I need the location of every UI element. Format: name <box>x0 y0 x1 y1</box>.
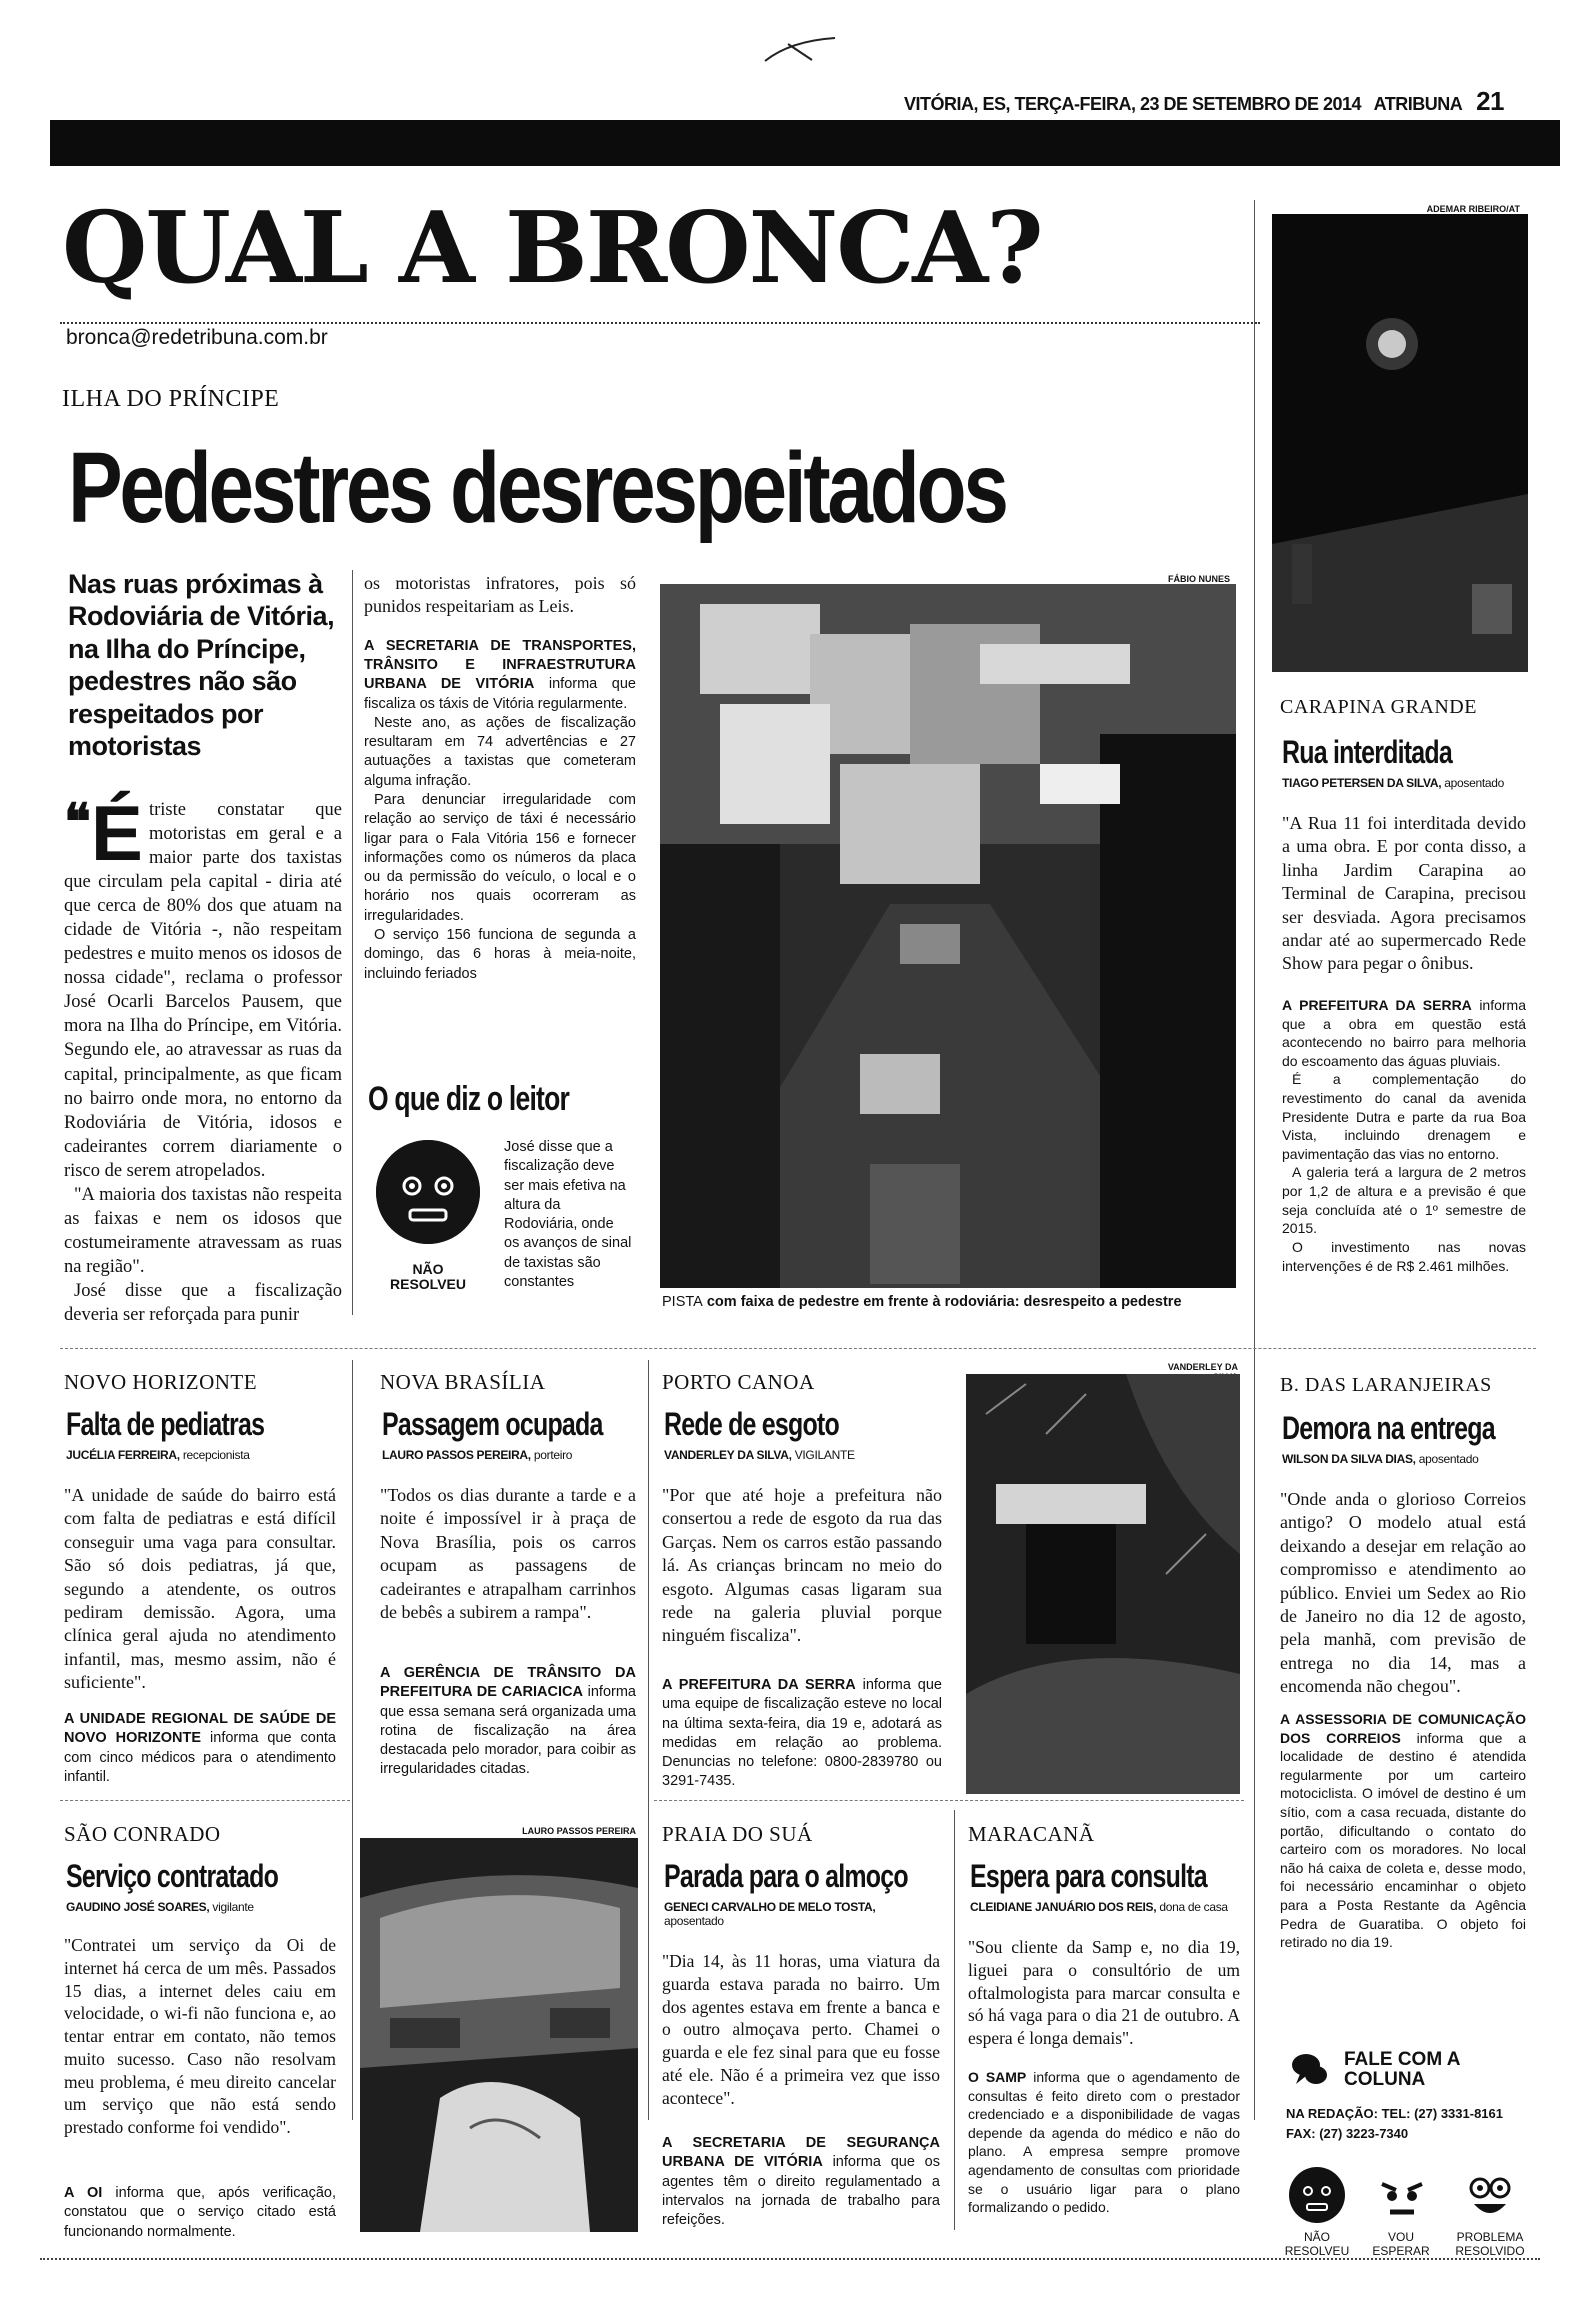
header-bar <box>50 120 1560 166</box>
response-lead: A PREFEITURA DA SERRA <box>1282 997 1472 1013</box>
section-label: CARAPINA GRANDE <box>1280 696 1477 718</box>
byline <box>382 1448 572 1462</box>
main-text-3: José disse que a fiscalização deveria ser reforçada para punir <box>64 1280 342 1325</box>
story-text: "Todos os dias durante a tarde e a noite é impossível ir à praça de Nova Brasília, pois os carros ocupam as passagens de cadeirantes e atrapalham carrinhos de bebês a subirem a rampa". <box>380 1485 636 1622</box>
redacao-label: NA REDAÇÃO: <box>1286 2106 1378 2121</box>
photo-credit: LAURO PASSOS PEREIRA <box>522 1826 636 1836</box>
byline-role: aposentado <box>664 1914 724 1929</box>
section-label: MARACANÃ <box>968 1822 1095 1846</box>
section-label: B. DAS LARANJEIRAS <box>1280 1374 1492 1396</box>
divider <box>60 1800 350 1801</box>
byline-role: aposentado <box>1441 776 1505 790</box>
response-block <box>1280 1710 1526 1952</box>
byline-name: WILSON DA SILVA DIAS, <box>1282 1452 1416 1466</box>
response-lead: A UNIDADE REGIONAL DE SAÚDE DE NOVO HORIZONTE <box>64 1711 336 1747</box>
byline <box>664 1900 934 1929</box>
dateline: VITÓRIA, ES, TERÇA-FEIRA, 23 DE SETEMBRO DE 2014 <box>903 94 1362 114</box>
response-text: informa que conta com cinco médicos para o atendimento infantil. <box>64 1730 336 1785</box>
byline-name: VANDERLEY DA SILVA, <box>664 1448 792 1462</box>
section-label: SÃO CONRADO <box>64 1822 221 1846</box>
story-text: "Onde anda o glorioso Correios antigo? O modelo atual está deixando a desejar em relação ao compromisso e atendimento ao público. Enviei um Sedex ao Rio de Janeiro no dia 12 de agosto, pela manhã, com previsão de entrega no dia 14, mas a encomenda não chegou". <box>1280 1489 1526 1697</box>
response-text: informa que essa semana será organizada uma rotina de fiscalização na área destacada pelo morador, para coibir as irregularidades citadas. <box>380 1684 636 1778</box>
reader-text: José disse que a fiscalização deve ser mais efetiva na altura da Rodoviária, onde os avanços de sinal de taxistas são constantes <box>504 1139 632 1290</box>
photo-credit: ADEMAR RIBEIRO/AT <box>1426 204 1520 214</box>
parking-photo <box>360 1838 638 2232</box>
byline <box>66 1900 254 1914</box>
story-text: "Sou cliente da Samp e, no dia 19, liguei para o consultório de um oftalmologista para marcar consulta e só há vaga para o dia 21 de outubro. A espera é longa demais". <box>968 1937 1240 2048</box>
headline: Parada para o almoço <box>664 1858 908 1894</box>
response-lead: A PREFEITURA DA SERRA <box>662 1677 856 1693</box>
page-header <box>904 86 1504 117</box>
section-label: ILHA DO PRÍNCIPE <box>62 386 280 412</box>
byline <box>664 1448 855 1462</box>
response-lead: A SECRETARIA DE TRANSPORTES, TRÂNSITO E INFRAESTRUTURA URBANA DE VITÓRIA <box>364 637 636 693</box>
main-column-2 <box>364 572 636 984</box>
headline: Passagem ocupada <box>382 1406 603 1442</box>
section-label: NOVA BRASÍLIA <box>380 1370 546 1394</box>
column-rule <box>954 1810 955 2230</box>
byline <box>66 1448 250 1462</box>
response-text: informa que, após verificação, constatou que o serviço citado está funcionando normalmente. <box>64 2185 336 2240</box>
response-paragraph <box>364 637 636 714</box>
photo-credit: VANDERLEY DA <box>1167 1362 1238 1372</box>
page-number: 21 <box>1476 86 1504 116</box>
contact-info <box>1286 2104 1503 2143</box>
response-text: informa que fiscaliza os táxis de Vitória regularmente. <box>364 676 636 712</box>
byline-role: dona de casa <box>1156 1900 1228 1914</box>
headline: Serviço contratado <box>66 1858 279 1894</box>
story-text: "A Rua 11 foi interditada devido a uma obra. E por conta disso, a linha Jardim Carapina ao Terminal de Carapina, precisou ser desviada. Agora precisamos andar até ao supermercado Rede Show para pegar o ônibus. <box>1282 813 1526 974</box>
reader-status: NÃO RESOLVEU <box>390 1261 466 1293</box>
headline: Rede de esgoto <box>664 1406 839 1442</box>
caption-text: com faixa de pedestre em frente à rodoviária: desrespeito a pedestre <box>702 1294 1182 1310</box>
response-text-2: É a complementação do revestimento do canal da avenida Presidente Dutra e parte da rua Boa Vista, incluindo drenagem e pavimentação das vias no entorno. <box>1282 1071 1526 1162</box>
response-block <box>1282 996 1526 1275</box>
headline: Demora na entrega <box>1282 1410 1495 1446</box>
response-text-4: O investimento nas novas intervenções é de R$ 2.461 milhões. <box>1282 1238 1526 1274</box>
story-text: "Dia 14, às 11 horas, uma viatura da guarda estava parada no bairro. Um dos agentes estava em frente a banca e o outro almoçava perto. Chamei o guarda e ele fez sinal para que eu fosse até ele. Não é a primeira vez que isso acontece". <box>662 1951 940 2108</box>
response-lead: O SAMP <box>968 2069 1027 2085</box>
legend-not-resolved: NÃO RESOLVEU <box>1284 2230 1350 2259</box>
response-text-2: Neste ano, as ações de fiscalização resultaram em 74 advertências e 27 autuações a taxistas que cometeram alguma infração. <box>364 714 636 789</box>
sewage-photo <box>966 1374 1240 1794</box>
dropcap: É <box>90 789 143 877</box>
story-text: "Por que até hoje a prefeitura não consertou a rede de esgoto da rua das Garças. Nem os carros estão passando lá. As crianças brincam no meio do esgoto. Algumas casas ligaram sua rede na galeria pluvial porque ninguém fiscaliza". <box>662 1485 942 1646</box>
main-column-1 <box>64 789 342 1327</box>
legend-resolved: PROBLEMA RESOLVIDO <box>1455 2230 1525 2259</box>
speech-bubble-icon <box>1290 2050 1330 2090</box>
byline-name: CLEIDIANE JANUÁRIO DOS REIS, <box>970 1900 1157 1914</box>
byline-role: aposentado <box>1415 1452 1479 1466</box>
main-photo <box>660 584 1236 1288</box>
byline-role: vigilante <box>209 1900 254 1914</box>
byline-name: TIAGO PETERSEN DA SILVA, <box>1282 776 1442 790</box>
masthead: QUAL A BRONCA? <box>62 191 1042 306</box>
response-text: informa que uma equipe de fiscalização esteve no local na última sexta-feira, dia 19 e, adotará as medidas em relação ao problema. Denuncias no telefone: 0800-2839780 ou 3291-7435. <box>662 1677 942 1790</box>
headline: Rua interditada <box>1282 734 1452 770</box>
divider <box>60 322 1260 324</box>
byline <box>1282 776 1504 790</box>
divider <box>654 1800 1244 1801</box>
response-text-3: Para denunciar irregularidade com relação ao serviço de táxi é necessário ligar para o Fala Vitória 156 e fornecer informações como os números da placa ou da permissão do veículo, o local e o horário nos quais ocorreram as irregularidades. <box>364 792 636 924</box>
fax-number: FAX: (27) 3223-7340 <box>1286 2125 1409 2141</box>
byline-role: VIGILANTE <box>791 1448 855 1462</box>
reader-title: O que diz o leitor <box>368 1080 570 1118</box>
contact-title: FALE COM A COLUNA <box>1344 2049 1460 2090</box>
byline-role: recepcionista <box>179 1448 250 1462</box>
column-rule <box>352 570 353 1315</box>
photo-credit: FÁBIO NUNES <box>1167 574 1230 584</box>
carapina-photo <box>1272 214 1528 672</box>
response-block <box>64 2184 336 2242</box>
section-label: PRAIA DO SUÁ <box>662 1822 813 1846</box>
lead-text: Nas ruas próximas à Rodoviária de Vitória, na Ilha do Príncipe, pedestres não são respeitados por motoristas <box>68 569 335 761</box>
not-resolved-icon <box>376 1140 480 1244</box>
response-text: informa que os agentes têm o direito regulamentado a intervalos na jornada de trabalho para refeições. <box>662 2154 940 2229</box>
response-text-3: A galeria terá a largura de 2 metros por 1,2 de altura e a previsão é que seja concluída até o 1º semestre de 2015. <box>1282 1164 1526 1237</box>
response-text: informa que a localidade de destino é atendida regularmente por um carteiro motociclista. O imóvel de destino é um sítio, com a casa recuada, distante do portão, dificultando o contato do carteiro com os moradores. No local não há caixa de coleta e, desse modo, foi necessário encaminhar o objeto para a Posta Restante da Agência Pedra de Guaratiba. O objeto foi retirado no dia 19. <box>1280 1729 1527 1951</box>
response-block <box>662 2134 940 2230</box>
section-label: NOVO HORIZONTE <box>64 1370 258 1394</box>
headline: Espera para consulta <box>970 1858 1207 1894</box>
column-rule <box>1254 200 1255 2120</box>
response-block <box>968 2068 1240 2217</box>
handwritten-mark <box>760 36 840 66</box>
column-email[interactable]: bronca@redetribuna.com.br <box>66 326 328 349</box>
main-headline: Pedestres desrespeitados <box>68 432 1006 544</box>
column-rule <box>648 1360 649 2120</box>
story-text: "Contratei um serviço da Oi de internet há cerca de um mês. Passados 15 dias, a internet deles caiu em velocidade, o wi-fi não funciona e, ao tentar entrar em contato, não temos muito sucesso. Caso não resolvam meu problema, é meu direito cancelar um serviço que não está sendo prestado conforme foi vendido". <box>64 1935 336 2137</box>
response-text-4: O serviço 156 funciona de segunda a domingo, das 6 horas à meia-noite, incluindo feriados <box>364 927 636 982</box>
photo-caption <box>662 1294 1242 1310</box>
brand: ATRIBUNA <box>1373 94 1462 114</box>
status-legend <box>1282 2166 1532 2266</box>
byline-role: porteiro <box>530 1448 573 1462</box>
byline <box>970 1900 1228 1914</box>
response-block <box>380 1664 636 1780</box>
bottom-rule <box>40 2258 1540 2260</box>
divider <box>60 1348 1536 1349</box>
byline-name: GENECI CARVALHO DE MELO TOSTA, <box>664 1900 876 1914</box>
headline: Falta de pediatras <box>66 1406 265 1442</box>
phone-number[interactable]: TEL: (27) 3331-8161 <box>1381 2106 1503 2121</box>
response-lead: A ASSESSORIA DE COMUNICAÇÃO DOS CORREIOS <box>1280 1711 1526 1746</box>
byline-name: JUCÉLIA FERREIRA, <box>66 1448 180 1462</box>
resolved-icon <box>1462 2168 1518 2228</box>
byline-name: GAUDINO JOSÉ SOARES, <box>66 1900 210 1914</box>
byline-name: LAURO PASSOS PEREIRA, <box>382 1448 531 1462</box>
quote-icon: ❝ <box>64 794 91 850</box>
main-text-1: triste constatar que motoristas em geral e a maior parte dos taxistas que circulam pela capital - diria até que cerca de 80% dos que atuam na cidade de Vitória -, não respeitam pedestres e muito menos os idosos de nossa cidade", reclama o professor José Ocarli Barcelos Pausem, que mora na Ilha do Príncipe, em Vitória. Segundo ele, ao atravessar as ruas da capital, principalmente, as que ficam no bairro onde mora, no entorno da Rodoviária de Vitória, idosos e cadeirantes correm diariamente o risco de serem atropelados. <box>64 800 342 1181</box>
response-block <box>662 1676 942 1792</box>
section-label: PORTO CANOA <box>662 1370 815 1394</box>
main-text-2: "A maioria dos taxistas não respeita as faixas e nem os idosos que costumeiramente atravessam as ruas na região". <box>64 1184 342 1277</box>
caption-lead: PISTA <box>662 1294 703 1310</box>
main-text-4: os motoristas infratores, pois só punidos respeitariam as Leis. <box>364 573 636 617</box>
response-lead: A OI <box>64 2185 103 2201</box>
story-text: "A unidade de saúde do bairro está com falta de pediatras e está difícil conseguir uma vaga para consultar. São só dois pediatras, já que, segundo a atendente, os outros pediram demissão. Agora, uma clínica geral ajuda no atendimento infantil, mas, mesmo assim, não é suficiente". <box>64 1485 336 1693</box>
response-block <box>64 1710 336 1787</box>
not-resolved-icon <box>1288 2166 1346 2228</box>
legend-waiting: VOU ESPERAR <box>1372 2230 1430 2259</box>
byline <box>1282 1452 1478 1466</box>
response-text: informa que a obra em questão está acontecendo no bairro para melhoria do escoamento das águas pluviais. <box>1282 997 1526 1069</box>
response-lead: A SECRETARIA DE SEGURANÇA URBANA DE VITÓRIA <box>662 2135 940 2171</box>
response-lead: A GERÊNCIA DE TRÂNSITO DA PREFEITURA DE CARIACICA <box>380 1665 636 1701</box>
column-rule <box>352 1360 353 2120</box>
response-text: informa que o agendamento de consultas é feito direto com o prestador credenciado e a disponibilidade de vagas depende da agenda do médico e não do plano. A empresa sempre promove agendamento de consultas com prioridade se o usuário ligar para o plano formalizando o pedido. <box>968 2069 1240 2216</box>
waiting-icon <box>1374 2170 1430 2226</box>
